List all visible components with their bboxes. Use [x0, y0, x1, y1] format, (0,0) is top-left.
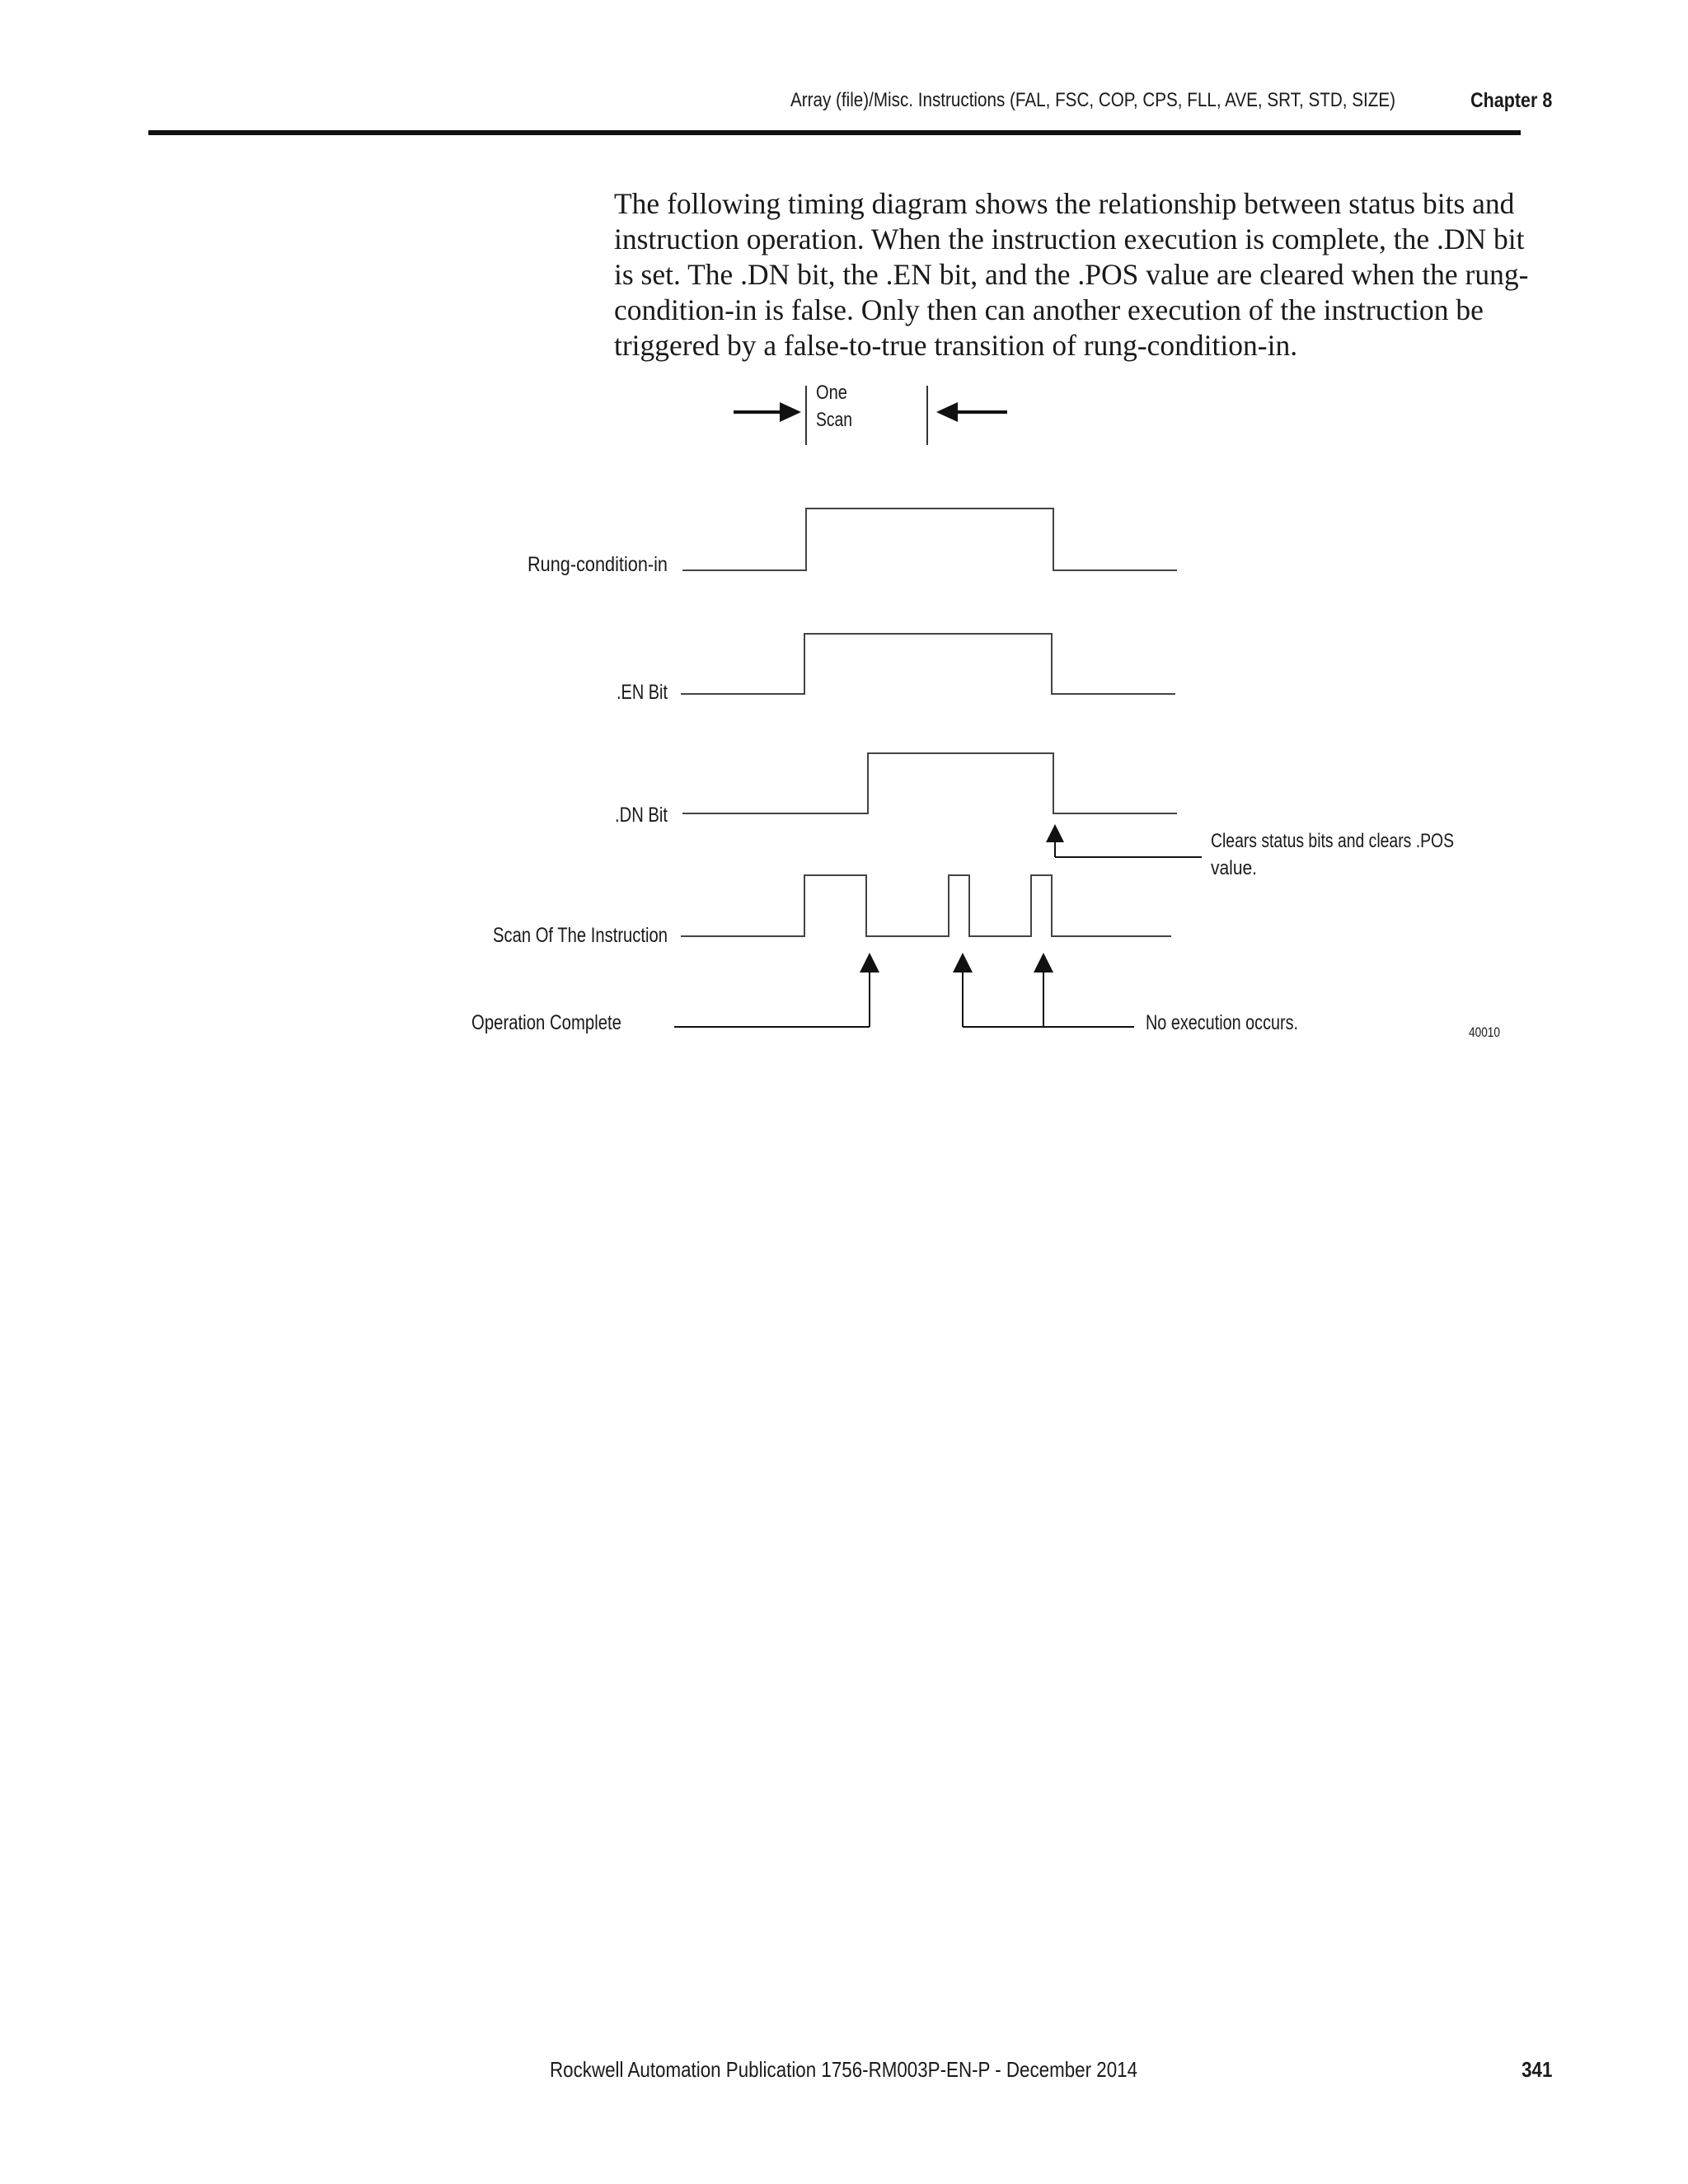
waveform-scan-of-instruction: [681, 875, 1171, 936]
clears-label-line1: Clears status bits and clears .POS: [1211, 830, 1454, 852]
footer-publication-text: Rockwell Automation Publication 1756-RM003P-EN-P - December 2014: [550, 2057, 1138, 2082]
scan-arrow-right-head: [936, 402, 958, 422]
figure-number: 40010: [1469, 1024, 1500, 1040]
label-scan-of-instruction: Scan Of The Instruction: [493, 924, 668, 947]
running-header-title: Array (file)/Misc. Instructions (FAL, FSC, COP, CPS, FLL, AVE, SRT, STD, SIZE): [790, 89, 1395, 111]
waveform-dn-bit: [682, 753, 1177, 813]
clears-status-annotation: [1046, 824, 1454, 879]
label-en-bit: .EN Bit: [617, 681, 668, 704]
running-header-chapter: Chapter 8: [1470, 89, 1552, 112]
no-execution-label: No execution occurs.: [1146, 1011, 1298, 1034]
waveform-en-bit: [681, 634, 1175, 694]
one-scan-label-one: One: [816, 382, 847, 404]
label-rung-condition-in: Rung-condition-in: [528, 553, 668, 576]
body-paragraph: The following timing diagram shows the relationship between status bits and instruction operation. When the instruction execution is complete, the .DN bit is set. The .DN bit, the .EN bit, and the .POS value are cleared when the rung-condition-in is false. Only then can another execution of the instruction be triggered by a false-to-true transition of rung-condition-in.: [614, 187, 1529, 362]
scan-arrow-left-head: [780, 402, 801, 422]
no-execution-annotation: [953, 953, 1298, 1034]
no-exec-arrow-head-2: [1034, 953, 1053, 972]
label-dn-bit: .DN Bit: [615, 804, 668, 827]
page-number: 341: [1521, 2057, 1552, 2082]
one-scan-label-scan: Scan: [816, 409, 852, 431]
footer-publication: [0, 2057, 1688, 2083]
operation-complete-label: Operation Complete: [471, 1011, 621, 1034]
no-exec-arrow-head-1: [953, 953, 973, 972]
timing-diagram: [0, 0, 1688, 1088]
clears-label-line2: value.: [1211, 857, 1257, 879]
waveform-rung-condition-in: [682, 509, 1177, 570]
clears-arrow-head: [1046, 824, 1064, 842]
one-scan-indicator: [734, 382, 1007, 445]
op-complete-arrow-head: [860, 953, 879, 972]
operation-complete-annotation: [471, 953, 879, 1034]
